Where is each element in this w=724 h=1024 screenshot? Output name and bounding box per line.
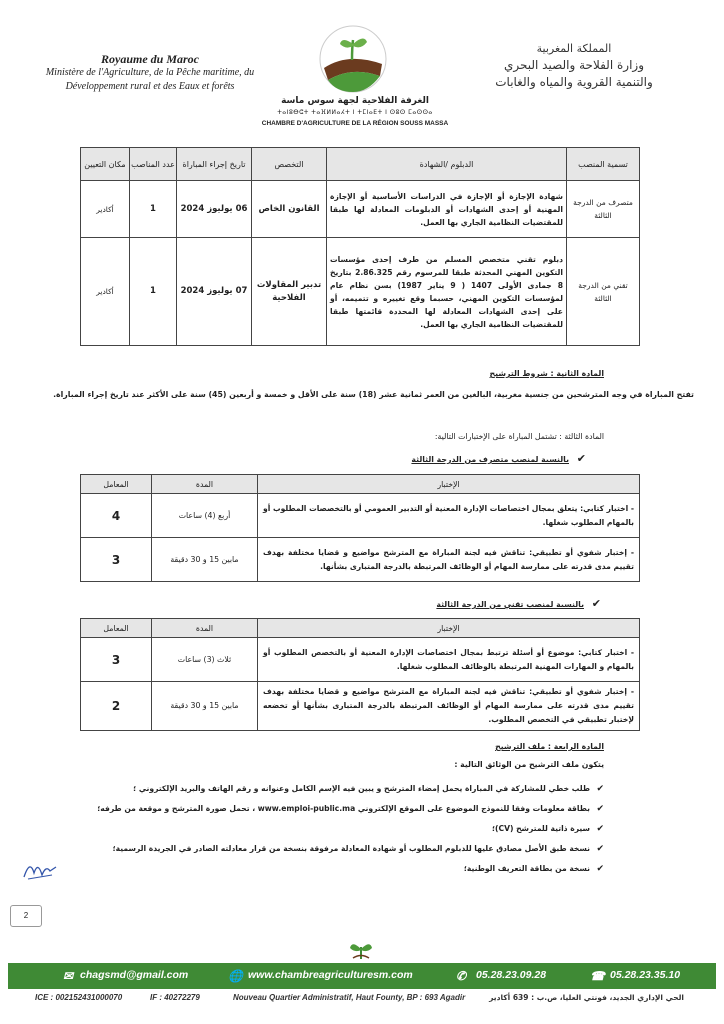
duration-cell: ثلاث (3) ساعات [152, 638, 258, 682]
duration-cell: أربع (4) ساعات [152, 494, 258, 538]
col-count: عدد المناصب [130, 148, 177, 181]
col-diploma: الدبلوم /الشهادة [327, 148, 567, 181]
chamber-name-tifinagh: ⵜⴰⵏⵓⴱⵛⵜ ⵜⴰⴼⵍⵍⴰⵃⵜ ⵏ ⵜⵎⵏⴰⴹⵜ ⵏ ⵙⵓⵙ ⵎⴰⵙⵙⴰ [277, 109, 433, 116]
chamber-logo-icon [318, 24, 388, 94]
list-item: ✔ نسخة من بطاقة التعريف الوطنية؛ [64, 859, 604, 879]
table-row [81, 538, 640, 582]
globe-icon: 🌐 [228, 969, 243, 983]
ministry-ar-1: وزارة الفلاحة والصيد البحري [503, 58, 644, 72]
diploma-cell: دبلوم تقني متخصص المسلم من طرف إحدى مؤسسات التكوين المهني المحدثة طبقا للمرسوم رقم 2.86.325 بتاريخ 8 جمادى الأولى 1407 ( 9 يناير 1987) بسن نظام عام لمؤسسات التكوين المهني، حسبما وقع تغييره و تتميمه، أو على إحدى الشهادات المعادلة لها المحددة قائمتها طبقا للمقتضيات النظامية الجاري بها العمل. [327, 238, 567, 346]
diploma-cell: شهادة الإجازة أو الإجازة في الدراسات الأساسية أو الإجازة المهنية أو إحدى الشهادات أو الدبلومات المعادلة لها طبقا للمقتضيات النظامية الجاري بها العمل. [327, 181, 567, 238]
date-cell: 06 يوليوز 2024 [177, 181, 252, 238]
check-icon: ✔ [576, 452, 586, 465]
table-row [81, 638, 640, 682]
date-cell: 07 يوليوز 2024 [177, 238, 252, 346]
col-specialty: التخصص [252, 148, 327, 181]
footer-website[interactable]: www.chambreagriculturesm.com [248, 969, 413, 981]
footer-phone1: 05.28.23.09.28 [476, 969, 547, 981]
count-cell: 1 [130, 181, 177, 238]
article4-title: المادة الرابعة : ملف الترشيح [495, 742, 604, 751]
footer-email[interactable]: chagsmd@gmail.com [80, 969, 189, 981]
article3-sub2: بالنسبة لمنصب تقني من الدرجة الثالثة [436, 600, 584, 609]
header-arabic [454, 40, 694, 91]
place-cell: أكادير [81, 238, 130, 346]
exam-table-header [81, 475, 640, 494]
col-duration: المدة [152, 475, 258, 494]
ministry-ar-2: والتنمية القروية والمياه والغابات [495, 75, 653, 89]
exam-table-admin [80, 474, 640, 582]
footer-phone2: 05.28.23.35.10 [610, 969, 681, 981]
table-row [81, 238, 640, 346]
footer-if: IF : 40272279 [150, 993, 200, 1002]
kingdom-ar: المملكة المغربية [536, 42, 612, 55]
list-item: ✔ بطاقة معلومات وفقا للنموذج الموضوع على الموقع الإلكتروني www.emploi-public.ma ، تحمل صورة المترشح و موقعة من طرفه؛ [64, 799, 604, 819]
exam-table-tech [80, 618, 640, 731]
specialty-cell: القانون الخاص [252, 181, 327, 238]
documents-list [64, 779, 604, 879]
footer-bar [8, 963, 716, 989]
duration-cell: مابين 15 و 30 دقيقة [152, 538, 258, 582]
posts-table [80, 147, 640, 346]
chamber-name-en: CHAMBRE D'AGRICULTURE DE LA RÉGION SOUSS MASSA [261, 120, 449, 127]
col-test: الإختبار [258, 619, 640, 638]
col-coef: المعامل [81, 475, 152, 494]
posts-table-header [81, 148, 640, 181]
test-cell: - اختبار كتابي: يتعلق بمجال اختصاصات الإدارة المعنية أو التدبير العمومي أو بالتخصصات المطلوب أو بالمهام المطلوب شغلها. [258, 494, 640, 538]
col-post: تسمية المنصب [567, 148, 640, 181]
footer-address-ar: الحي الإداري الجديد، فونتي العليا، ص.ب : 639 أكادير [489, 993, 684, 1002]
test-cell: - اختبار كتابي: موضوع أو أسئلة ترتبط بمجال اختصاصات الإدارة المعنية أو بالتخصص المطلوب أو بالمهام و المهارات المهنية المرتبطة بالوظائف المطلوب شغلها. [258, 638, 640, 682]
table-row [81, 494, 640, 538]
article3-title: المادة الثالثة : تشتمل المباراة على الإختبارات التالية: [434, 432, 604, 441]
col-test: الإختبار [258, 475, 640, 494]
phone-icon: ✆ [456, 969, 467, 983]
coef-cell: 2 [81, 682, 152, 731]
post-cell: تقني من الدرجة الثالثة [567, 238, 640, 346]
table-row [81, 682, 640, 731]
count-cell: 1 [130, 238, 177, 346]
ministry-fr: Ministère de l'Agriculture, de la Pêche maritime, du Développement rural et des Eaux et forêts [45, 67, 255, 92]
article2-text: تفتح المباراة في وجه المترشحين من جنسية مغربية، البالغين من العمر ثمانية عشر (18) سنة على الأقل و خمسة و أربعين (45) سنة على الأكثر عند تاريخ إجراء المباراة. [53, 390, 694, 399]
check-icon: ✔ [591, 597, 601, 610]
test-cell: - إختبار شفوي أو تطبيقي: تناقش فيه لجنة المباراة مع المترشح مواضيع و قضايا مختلفة بهدف تقييم مدى قدرته على ممارسة المهام أو الوظائف المرتبطة بالدرجة المتبارى بشأنها أو تخضعه لإختبار تطبيقي في التخصص المطلوب. [258, 682, 640, 731]
kingdom-fr: Royaume du Maroc [100, 52, 199, 66]
footer-address-fr: Nouveau Quartier Administratif, Haut Founty, BP : 693 Agadir [233, 993, 466, 1002]
page-number: 2 [10, 905, 42, 927]
coef-cell: 3 [81, 638, 152, 682]
post-cell: متصرف من الدرجة الثالثة [567, 181, 640, 238]
duration-cell: مابين 15 و 30 دقيقة [152, 682, 258, 731]
col-place: مكان التعيين [81, 148, 130, 181]
col-coef: المعامل [81, 619, 152, 638]
test-cell: - إختبار شفوي أو تطبيقي: تناقش فيه لجنة المباراة مع المترشح مواضيع و قضايا مختلفة بهدف تقييم مدى قدرته على ممارسة المهام أو الوظائف المرتبطة بالدرجة المتبارى بشأنها. [258, 538, 640, 582]
list-item: ✔ سيرة ذاتية للمترشح (CV)؛ [64, 819, 604, 839]
table-row [81, 181, 640, 238]
leaf-icon [349, 938, 373, 960]
specialty-cell: تدبير المقاولات الفلاحية [252, 238, 327, 346]
col-date: تاريخ إجراء المباراة [177, 148, 252, 181]
chamber-name-ar: الغرفة الفلاحية لجهة سوس ماسة [281, 96, 429, 106]
col-duration: المدة [152, 619, 258, 638]
list-item: ✔ نسخة طبق الأصل مصادق عليها للدبلوم المطلوب أو شهادة المعادلة مرفوقة بنسخة من قرار معادلته الصادر في الجريدة الرسمية؛ [64, 839, 604, 859]
article4-intro: يتكون ملف الترشيح من الوثائق التالية : [454, 760, 604, 769]
fax-icon: ☎ [590, 969, 605, 983]
signature-icon [20, 855, 60, 885]
list-item: ✔ طلب خطي للمشاركة في المباراة يحمل إمضاء المترشح و يبين فيه الإسم الكامل وعنوانه و رقم الهاتف والبريد الإلكتروني ؛ [64, 779, 604, 799]
article2-title: المادة الثانية : شروط الترشيح [489, 369, 604, 378]
footer-ice: ICE : 002152431000070 [35, 993, 123, 1002]
article3-sub1: بالنسبة لمنصب متصرف من الدرجة الثالثة [411, 455, 569, 464]
place-cell: أكادير [81, 181, 130, 238]
exam-table-header [81, 619, 640, 638]
coef-cell: 4 [81, 494, 152, 538]
coef-cell: 3 [81, 538, 152, 582]
header-french [40, 52, 260, 94]
mail-icon: ✉ [63, 969, 74, 983]
